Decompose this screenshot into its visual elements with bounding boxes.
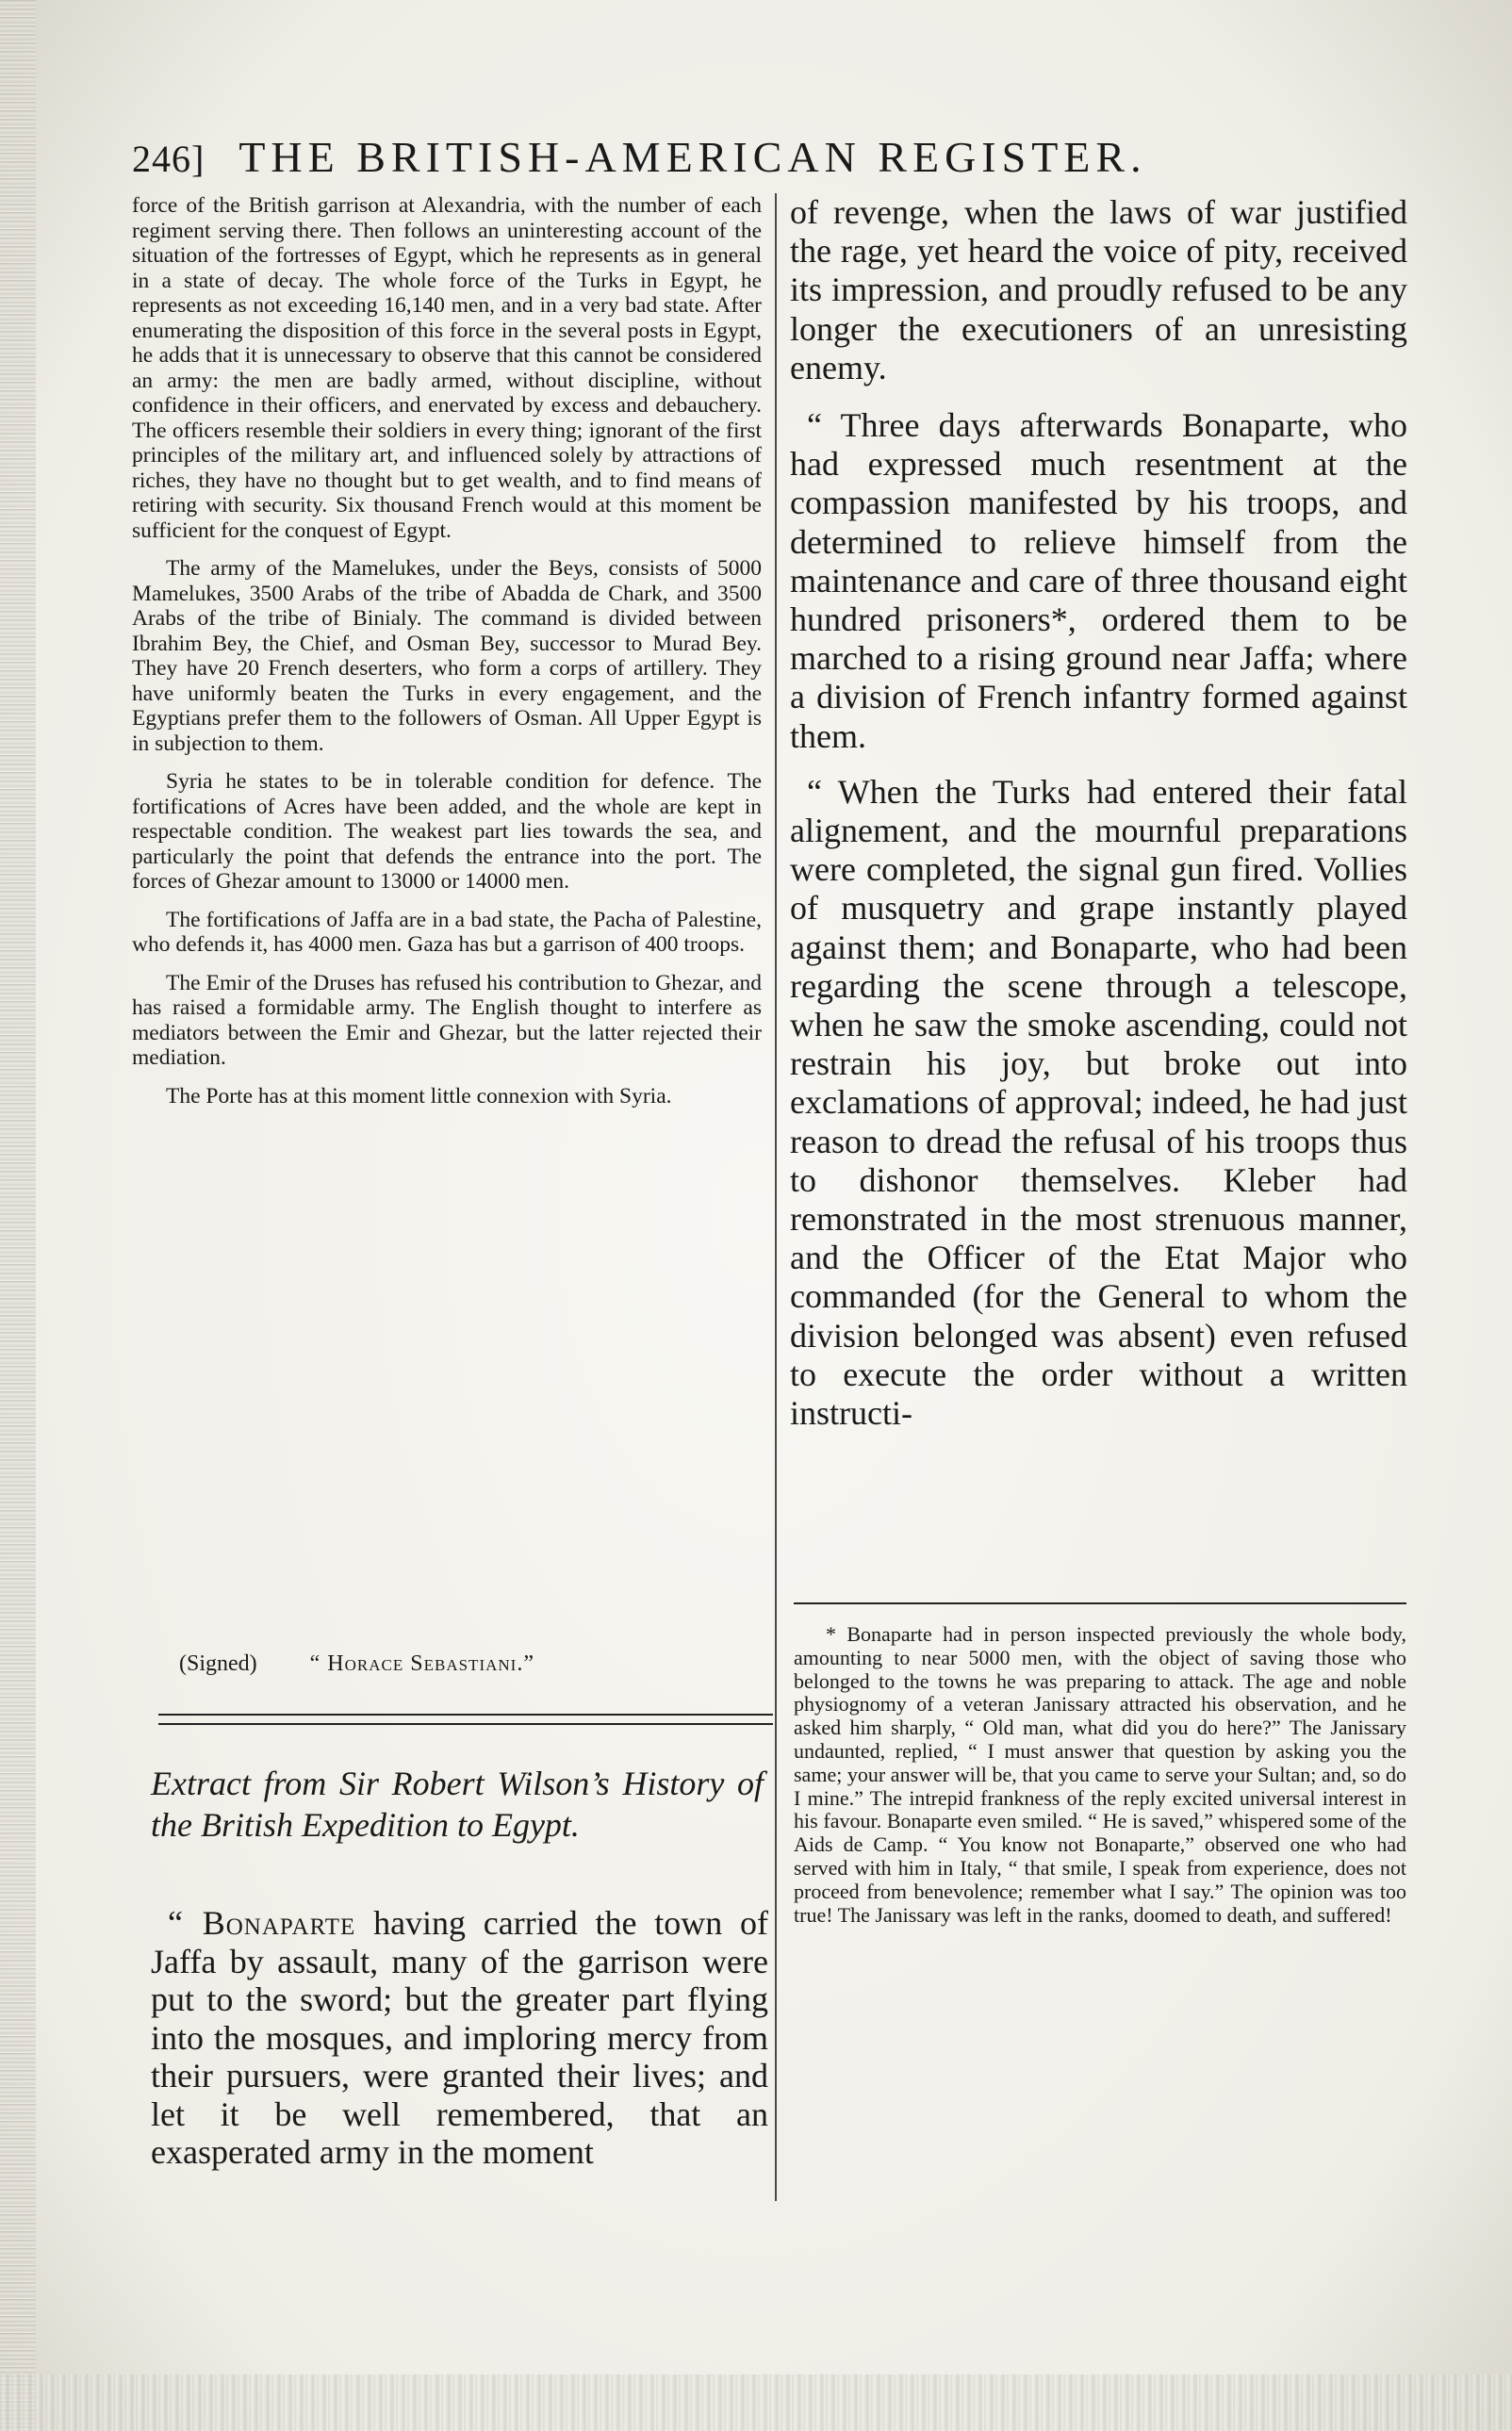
left-paragraph-4: The fortifications of Jaffa are in a bad state, the Pacha of Palestine, who defends it, has 4000 men. Gaza has but a garrison of 400 troops. xyxy=(132,907,762,957)
running-title: THE BRITISH-AMERICAN REGISTER. xyxy=(238,133,1147,181)
extract-text: having carried the town of Jaffa by assault, many of the garrison were put to the sword; but the greater part flying into the mosques, and imploring mercy from their pursuers, were granted their lives; and let it be well remembered, that an exasperated army in the moment xyxy=(151,1904,768,2171)
signed-name: “ Horace Sebastiani.” xyxy=(309,1651,534,1676)
footnote-rule xyxy=(794,1602,1406,1604)
left-paragraph-1: force of the British garrison at Alexandria, with the number of each regiment serving there. Then follows an uninteresting account of the situation of the fortresses of Egypt, which he represents as in general in a state of decay. The whole force of the Turks in Egypt, he represents as not exceeding 16,140 men, and in a very bad state. After enumerating the disposition of this force in the several posts in Egypt, he adds that it is unnecessary to observe that this cannot be considered an army: the men are badly armed, without discipline, without confidence in their officers, and enervated by excess and debauchery. The officers resemble their soldiers in every thing; ignorant of the first principles of the military art, and influenced solely by attractions of riches, they have no thought but to get wealth, and to find means of retiring with security. Six thousand French would at this moment be sufficient for the conquest of Egypt. xyxy=(132,193,762,543)
left-column xyxy=(132,193,762,1109)
right-paragraph-2: “ Three days afterwards Bonaparte, who had expressed much resentment at the compassion manifested by his troops, and determined to relieve himself from the maintenance and care of three thousand eight hundred prisoners*, ordered them to be marched to a rising ground near Jaffa; where a division of French infantry formed against them. xyxy=(790,406,1407,755)
signature-line xyxy=(179,1651,745,1677)
right-paragraph-3: “ When the Turks had entered their fatal alignement, and the mournful preparations were completed, the signal gun fired. Vollies of musquetry and grape instantly played against them; and Bonaparte, who had been regarding the scene through a telescope, when he saw the smoke ascending, could not restrain his joy, but broke out into exclamations of approval; indeed, he had just reason to dread the refusal of his troops thus to dishonor themselves. Kleber had remonstrated in the most strenuous manner, and the Officer of the Etat Major who commanded (for the General to whom the division belonged was absent) even refused to execute the order without a written instructi- xyxy=(790,772,1407,1433)
page-number: 246] xyxy=(132,138,205,180)
right-paragraph-1: of revenge, when the laws of war justified the rage, yet heard the voice of pity, received its impression, and proudly refused to be any longer the executioners of an unresisting enemy. xyxy=(790,193,1407,386)
page-edge-left xyxy=(0,0,36,2431)
page-edge-bottom xyxy=(0,2374,1512,2431)
extract-title: Extract from Sir Robert Wilson’s History of the British Expedition to Egypt. xyxy=(151,1765,764,1844)
footnote-text: * Bonaparte had in person inspected previously the whole body, amounting to near 5000 men, with the object of saving those who belonged to the towns he was preparing to attack. The age and noble physiognomy of a veteran Janissary attracted his observation, and he asked him sharply, “ Old man, what did you do here?” The Janissary undaunted, replied, “ I must answer that question by asking you the same; your answer will be, that you came to serve your Sultan; and, so do I mine.” The intrepid frankness of the reply excited universal interest in his favour. Bonaparte even smiled. “ He is saved,” whispered some of the Aids de Camp. “ You know not Bonaparte,” observed one who had served with him in Italy, “ that smile, I speak from experience, does not proceed from benevolence; remember what I say.” The opinion was too true! The Janissary was left in the ranks, doomed to death, and suffered! xyxy=(794,1622,1406,1927)
page-header xyxy=(132,132,1263,198)
left-paragraph-5: The Emir of the Druses has refused his contribution to Ghezar, and has raised a formidable army. The English thought to interfere as mediators between the Emir and Ghezar, but the latter rejected their mediation. xyxy=(132,970,762,1070)
footnote xyxy=(794,1623,1406,1927)
right-column xyxy=(790,193,1407,1450)
section-divider xyxy=(158,1714,773,1725)
left-paragraph-3: Syria he states to be in tolerable condition for defence. The fortifications of Acres have been added, and the whole are kept in respectable condition. The weakest part lies towards the sea, and particularly the point that defends the entrance into the port. The forces of Ghezar amount to 13000 or 14000 men. xyxy=(132,769,762,894)
column-divider xyxy=(775,193,777,2201)
left-paragraph-6: The Porte has at this moment little connexion with Syria. xyxy=(166,1083,672,1109)
signed-label: (Signed) xyxy=(179,1651,257,1676)
extract-lead-word: “ Bonaparte xyxy=(168,1904,356,1942)
extract-body xyxy=(151,1904,768,2172)
left-paragraph-2: The army of the Mamelukes, under the Beys, consists of 5000 Mamelukes, 3500 Arabs of the tribe of Abadda de Chark, and 3500 Arabs of the tribe of Binialy. The command is divided between Ibrahim Bey, the Chief, and Osman Bey, successor to Murad Bey. They have 20 French deserters, who form a corps of artillery. They have uniformly beaten the Turks in every engagement, and the Egyptians prefer them to the followers of Osman. All Upper Egypt is in subjection to them. xyxy=(132,556,762,756)
